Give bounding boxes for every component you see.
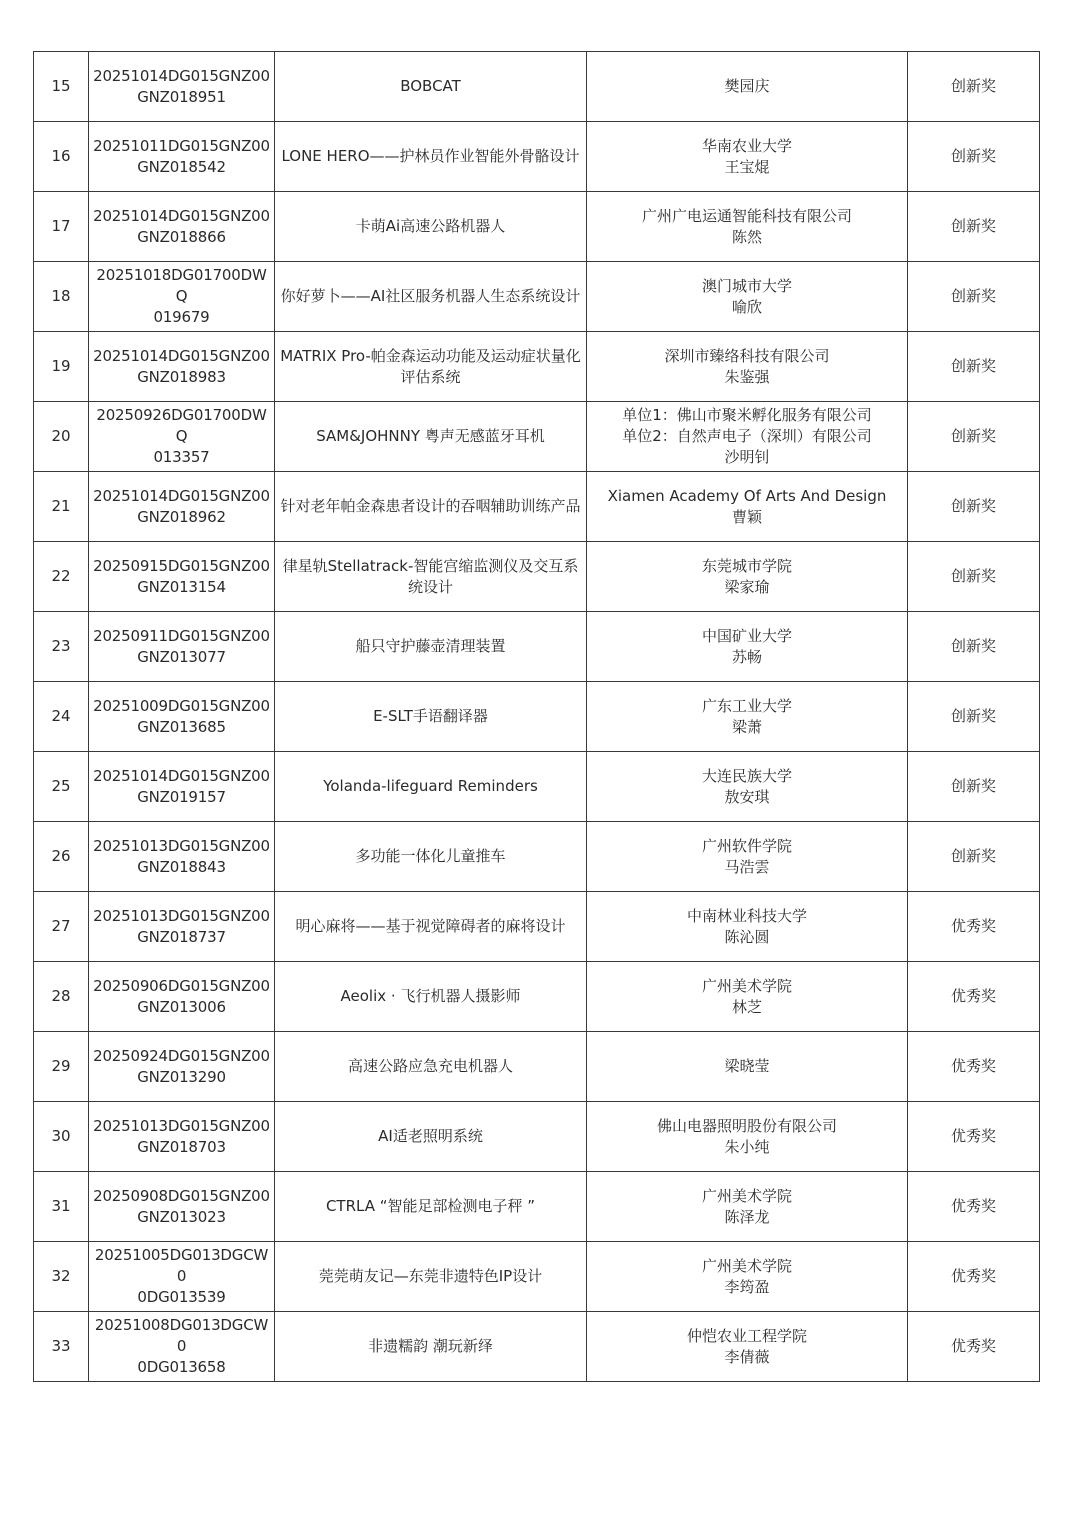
author-name: 朱小纯 — [724, 1137, 770, 1156]
table-row — [34, 682, 1040, 752]
entry-code-l2: GNZ013685 — [137, 717, 226, 736]
entry-no: 24 — [51, 707, 71, 725]
table-row — [34, 892, 1040, 962]
entry-code-l2: GNZ013154 — [137, 577, 226, 596]
table-row — [34, 472, 1040, 542]
entry-unit-and-author — [587, 1102, 908, 1172]
entry-title — [275, 962, 587, 1032]
author-name: 林芝 — [731, 997, 762, 1016]
author-name: 梁萧 — [731, 717, 762, 736]
entry-award: 优秀奖 — [950, 1197, 996, 1215]
entry-title — [275, 1242, 587, 1312]
entry-code — [89, 682, 275, 752]
entry-title: 明心麻将——基于视觉障碍者的麻将设计 — [295, 917, 566, 935]
document-page — [33, 51, 1039, 1382]
organization-name: 深圳市臻络科技有限公司 — [664, 346, 830, 365]
entry-code — [89, 402, 275, 472]
entry-code-l2: GNZ018983 — [137, 367, 226, 386]
author-name: 敖安琪 — [724, 787, 770, 806]
entry-code-l2: GNZ018866 — [137, 227, 226, 246]
entry-title — [275, 1032, 587, 1102]
entry-code-l2: GNZ018951 — [137, 87, 226, 106]
entry-unit-and-author — [587, 472, 908, 542]
entry-award: 创新奖 — [950, 287, 996, 305]
entry-award: 优秀奖 — [950, 987, 996, 1005]
entry-no: 33 — [51, 1337, 71, 1355]
entry-unit-and-author — [587, 822, 908, 892]
organization-name: 广州美术学院 — [701, 1256, 792, 1275]
entry-unit-and-author — [587, 612, 908, 682]
entry-code-l1: 20251013DG015GNZ00 — [93, 836, 270, 855]
entry-title: Aeolix · 飞行机器人摄影师 — [340, 987, 521, 1005]
entry-code — [89, 822, 275, 892]
table-row — [34, 612, 1040, 682]
entry-code — [89, 1312, 275, 1382]
entry-number — [34, 1102, 89, 1172]
entry-code — [89, 542, 275, 612]
table-row — [34, 1032, 1040, 1102]
entry-code-l2: GNZ018843 — [137, 857, 226, 876]
author-name: 苏畅 — [731, 647, 762, 666]
entry-code-l2: GNZ018703 — [137, 1137, 226, 1156]
award-level — [908, 1032, 1040, 1102]
entry-no: 21 — [51, 497, 71, 515]
entry-unit-and-author — [587, 892, 908, 962]
entry-code — [89, 962, 275, 1032]
entry-unit-and-author — [587, 1312, 908, 1382]
awards-table — [33, 51, 1040, 1382]
entry-code-l1: 20251013DG015GNZ00 — [93, 906, 270, 925]
entry-code-l2: 0DG013539 — [137, 1288, 226, 1306]
entry-code — [89, 122, 275, 192]
author-name: 梁家瑜 — [724, 577, 770, 596]
entry-title — [275, 192, 587, 262]
entry-title: Yolanda-lifeguard Reminders — [323, 777, 538, 795]
author-name: 喻欣 — [731, 297, 762, 316]
entry-title: AI适老照明系统 — [378, 1127, 483, 1145]
author-name: 陈然 — [731, 227, 762, 246]
organization-name: 广东工业大学 — [701, 696, 792, 715]
entry-title: SAM&JOHNNY 粤声无感蓝牙耳机 — [316, 427, 545, 445]
entry-code-l2: GNZ018542 — [137, 157, 226, 176]
entry-number — [34, 472, 89, 542]
organization-name: 广州广电运通智能科技有限公司 — [641, 206, 852, 225]
entry-number — [34, 822, 89, 892]
entry-code-l2: GNZ018737 — [137, 927, 226, 946]
entry-title: 船只守护藤壶清理装置 — [355, 637, 506, 655]
entry-award: 优秀奖 — [950, 1337, 996, 1355]
entry-code — [89, 612, 275, 682]
author-name: 陈沁圆 — [724, 927, 770, 946]
organization-name: 大连民族大学 — [701, 766, 792, 785]
author-name: 樊园庆 — [724, 77, 770, 95]
entry-unit-and-author — [587, 52, 908, 122]
entry-award: 创新奖 — [950, 777, 996, 795]
entry-no: 28 — [51, 987, 71, 1005]
entry-code-l1: 20250908DG015GNZ00 — [93, 1186, 270, 1205]
organization-name: 佛山电器照明股份有限公司 — [656, 1116, 837, 1135]
entry-title — [275, 1172, 587, 1242]
entry-code — [89, 752, 275, 822]
organization-name: 华南农业大学 — [701, 136, 792, 155]
award-level — [908, 682, 1040, 752]
entry-code-l2: GNZ013023 — [137, 1207, 226, 1226]
entry-number — [34, 262, 89, 332]
entry-unit-and-author — [587, 122, 908, 192]
entry-award: 优秀奖 — [950, 1127, 996, 1145]
entry-code-l1: 20250911DG015GNZ00 — [93, 626, 270, 645]
entry-title: 高速公路应急充电机器人 — [347, 1057, 513, 1075]
author-name: 梁晓莹 — [724, 1057, 770, 1075]
entry-code-l2: GNZ018962 — [137, 507, 226, 526]
entry-title — [275, 122, 587, 192]
entry-code-l1: 20251014DG015GNZ00 — [93, 346, 270, 365]
entry-unit-and-author — [587, 402, 908, 472]
entry-code-l2: 019679 — [153, 308, 210, 326]
entry-award: 创新奖 — [950, 147, 996, 165]
entry-award: 创新奖 — [950, 427, 996, 445]
table-row — [34, 1172, 1040, 1242]
entry-code-l1: 20251008DG013DGCW0 — [94, 1316, 269, 1355]
award-level — [908, 262, 1040, 332]
organization-name: 中国矿业大学 — [701, 626, 792, 645]
entry-title — [275, 52, 587, 122]
entry-code — [89, 1102, 275, 1172]
entry-code-l2: 013357 — [153, 448, 210, 466]
entry-code — [89, 332, 275, 402]
entry-title: 针对老年帕金森患者设计的吞咽辅助训练产品 — [280, 497, 581, 515]
table-row — [34, 542, 1040, 612]
entry-award: 创新奖 — [950, 847, 996, 865]
entry-unit-and-author — [587, 542, 908, 612]
award-level — [908, 752, 1040, 822]
entry-number — [34, 122, 89, 192]
table-row — [34, 402, 1040, 472]
entry-unit-and-author — [587, 1242, 908, 1312]
entry-title — [275, 1102, 587, 1172]
entry-number — [34, 1242, 89, 1312]
entry-no: 20 — [51, 427, 71, 445]
entry-code-l1: 20250924DG015GNZ00 — [93, 1046, 270, 1065]
entry-title: 莞莞萌友记—东莞非遗特色IP设计 — [318, 1267, 543, 1285]
entry-code — [89, 52, 275, 122]
entry-title — [275, 1312, 587, 1382]
entry-title: 多功能一体化儿童推车 — [355, 847, 506, 865]
entry-no: 22 — [51, 567, 71, 585]
entry-title — [275, 892, 587, 962]
entry-title — [275, 822, 587, 892]
entry-code — [89, 1032, 275, 1102]
entry-title: CTRLA “智能足部检测电子秤 ” — [325, 1197, 536, 1215]
entry-no: 25 — [51, 777, 71, 795]
organization-name: 单位2：自然声电子（深圳）有限公司 — [622, 427, 872, 445]
entry-title — [275, 542, 587, 612]
organization-name: 仲恺农业工程学院 — [686, 1326, 807, 1345]
table-row — [34, 1312, 1040, 1382]
entry-code-l1: 20251014DG015GNZ00 — [93, 66, 270, 85]
entry-no: 29 — [51, 1057, 71, 1075]
table-row — [34, 752, 1040, 822]
award-level — [908, 962, 1040, 1032]
entry-award: 优秀奖 — [950, 917, 996, 935]
entry-no: 15 — [51, 77, 71, 95]
entry-code-l1: 20251014DG015GNZ00 — [93, 766, 270, 785]
entry-unit-and-author — [587, 752, 908, 822]
entry-title — [275, 402, 587, 472]
table-row — [34, 1102, 1040, 1172]
entry-title: 非遗糯韵 潮玩新绎 — [368, 1337, 493, 1355]
award-level — [908, 542, 1040, 612]
author-name: 沙明钊 — [724, 448, 770, 466]
entry-no: 17 — [51, 217, 71, 235]
table-row — [34, 1242, 1040, 1312]
entry-no: 18 — [51, 287, 71, 305]
entry-number — [34, 1172, 89, 1242]
table-row — [34, 192, 1040, 262]
entry-number — [34, 192, 89, 262]
entry-code-l1: 20250915DG015GNZ00 — [93, 556, 270, 575]
entry-award: 创新奖 — [950, 357, 996, 375]
entry-title: BOBCAT — [400, 77, 461, 95]
entry-code — [89, 892, 275, 962]
entry-code — [89, 1242, 275, 1312]
entry-title: 你好萝卜——AI社区服务机器人生态系统设计 — [280, 287, 581, 305]
author-name: 王宝焜 — [724, 157, 770, 176]
award-level — [908, 1242, 1040, 1312]
entry-number — [34, 1032, 89, 1102]
entry-code-l2: GNZ013006 — [137, 997, 226, 1016]
entry-unit-and-author — [587, 1172, 908, 1242]
entry-no: 16 — [51, 147, 71, 165]
entry-code-l1: 20251011DG015GNZ00 — [93, 136, 270, 155]
entry-no: 26 — [51, 847, 71, 865]
organization-name: 澳门城市大学 — [701, 276, 792, 295]
entry-title — [275, 682, 587, 752]
entry-title: LONE HERO——护林员作业智能外骨骼设计 — [281, 147, 580, 165]
entry-number — [34, 52, 89, 122]
entry-title — [275, 472, 587, 542]
author-name: 马浩雲 — [724, 857, 770, 876]
award-level — [908, 52, 1040, 122]
entry-code — [89, 262, 275, 332]
entry-no: 27 — [51, 917, 71, 935]
entry-title — [275, 612, 587, 682]
entry-award: 创新奖 — [950, 567, 996, 585]
entry-code-l1: 20251014DG015GNZ00 — [93, 206, 270, 225]
entry-award: 创新奖 — [950, 637, 996, 655]
entry-unit-and-author — [587, 962, 908, 1032]
entry-title: E-SLT手语翻译器 — [373, 707, 488, 725]
entry-title — [275, 332, 587, 402]
entry-no: 23 — [51, 637, 71, 655]
entry-number — [34, 962, 89, 1032]
organization-name: 广州软件学院 — [701, 836, 792, 855]
organization-name: 广州美术学院 — [701, 976, 792, 995]
author-name: 陈泽龙 — [724, 1207, 770, 1226]
entry-number — [34, 332, 89, 402]
organization-name: 东莞城市学院 — [701, 556, 792, 575]
table-row — [34, 52, 1040, 122]
entry-code-l2: GNZ013077 — [137, 647, 226, 666]
entry-unit-and-author — [587, 682, 908, 752]
award-level — [908, 472, 1040, 542]
entry-number — [34, 892, 89, 962]
author-name: 曹颖 — [731, 507, 762, 526]
entry-unit-and-author — [587, 1032, 908, 1102]
entry-unit-and-author — [587, 192, 908, 262]
table-row — [34, 332, 1040, 402]
award-level — [908, 822, 1040, 892]
award-level — [908, 1312, 1040, 1382]
entry-code — [89, 1172, 275, 1242]
entry-code-l1: 20250926DG01700DWQ — [96, 406, 267, 445]
entry-title — [275, 752, 587, 822]
award-level — [908, 402, 1040, 472]
award-level — [908, 192, 1040, 262]
table-row — [34, 962, 1040, 1032]
entry-title: 律星轨Stellatrack-智能宫缩监测仪及交互系统设计 — [282, 556, 579, 596]
entry-no: 30 — [51, 1127, 71, 1145]
entry-code-l1: 20251013DG015GNZ00 — [93, 1116, 270, 1135]
organization-name: 广州美术学院 — [701, 1186, 792, 1205]
entry-no: 32 — [51, 1267, 71, 1285]
entry-number — [34, 542, 89, 612]
entry-number — [34, 612, 89, 682]
table-row — [34, 822, 1040, 892]
entry-award: 创新奖 — [950, 77, 996, 95]
organization-name: 单位1：佛山市聚米孵化服务有限公司 — [622, 406, 872, 424]
entry-award: 创新奖 — [950, 707, 996, 725]
entry-unit-and-author — [587, 262, 908, 332]
awards-table-body — [34, 52, 1040, 1382]
entry-code-l1: 20251014DG015GNZ00 — [93, 486, 270, 505]
entry-number — [34, 752, 89, 822]
entry-number — [34, 682, 89, 752]
entry-code-l2: 0DG013658 — [137, 1358, 226, 1376]
entry-award: 优秀奖 — [950, 1267, 996, 1285]
entry-code-l1: 20251018DG01700DWQ — [96, 266, 267, 305]
entry-title — [275, 262, 587, 332]
entry-code-l2: GNZ019157 — [137, 787, 226, 806]
award-level — [908, 612, 1040, 682]
author-name: 朱鉴强 — [724, 367, 770, 386]
entry-title: MATRIX Pro-帕金森运动功能及运动症状量化评估系统 — [280, 346, 581, 386]
table-row — [34, 262, 1040, 332]
entry-code-l1: 20251005DG013DGCW0 — [94, 1246, 269, 1285]
award-level — [908, 892, 1040, 962]
entry-award: 创新奖 — [950, 217, 996, 235]
entry-award: 创新奖 — [950, 497, 996, 515]
entry-no: 31 — [51, 1197, 71, 1215]
author-name: 李倩薇 — [724, 1347, 770, 1366]
award-level — [908, 1102, 1040, 1172]
entry-title: 卡萌Ai高速公路机器人 — [355, 217, 506, 235]
organization-name: Xiamen Academy Of Arts And Design — [607, 486, 887, 505]
award-level — [908, 122, 1040, 192]
award-level — [908, 1172, 1040, 1242]
entry-number — [34, 402, 89, 472]
entry-award: 优秀奖 — [950, 1057, 996, 1075]
entry-code — [89, 192, 275, 262]
entry-code-l1: 20250906DG015GNZ00 — [93, 976, 270, 995]
entry-no: 19 — [51, 357, 71, 375]
entry-number — [34, 1312, 89, 1382]
entry-code-l1: 20251009DG015GNZ00 — [93, 696, 270, 715]
table-row — [34, 122, 1040, 192]
entry-code — [89, 472, 275, 542]
award-level — [908, 332, 1040, 402]
author-name: 李筠盈 — [724, 1277, 770, 1296]
entry-code-l2: GNZ013290 — [137, 1067, 226, 1086]
entry-unit-and-author — [587, 332, 908, 402]
organization-name: 中南林业科技大学 — [686, 906, 807, 925]
